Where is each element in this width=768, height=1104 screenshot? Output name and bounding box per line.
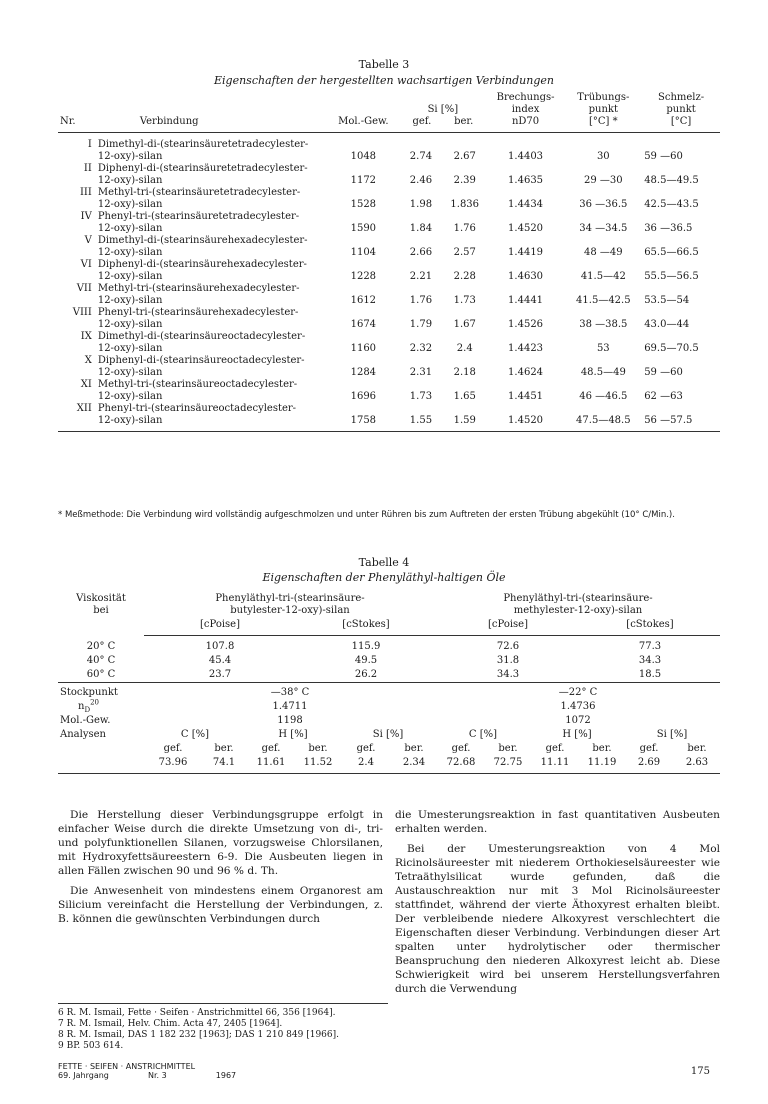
si-found: 1.84 (409, 223, 433, 234)
compound-number: II (83, 163, 92, 174)
analysis-subheader-row: gef. ber. gef. ber. gef. ber. gef. ber. gef. ber. gef. ber. (163, 743, 707, 754)
compound-number: VII (76, 283, 92, 294)
compound-number: IV (80, 211, 92, 222)
viscosity-label: Viskosität bei (76, 593, 126, 616)
table-row-continuation (58, 247, 720, 259)
empty-cell (399, 283, 443, 295)
empty-cell (399, 379, 443, 391)
si-calc: 1.59 (443, 415, 487, 432)
cloud-point: 47.5—48.5 (564, 415, 642, 432)
empty-cell (642, 133, 720, 152)
empty-cell (399, 187, 443, 199)
table-row (58, 211, 720, 223)
refractive-index: 1.4441 (508, 295, 544, 306)
melting-point: 55.5—56.5 (644, 271, 699, 282)
empty-cell (443, 235, 487, 247)
empty-cell (642, 331, 720, 343)
mol-weight: 1228 (350, 271, 377, 282)
empty-cell (399, 403, 443, 415)
empty-cell (328, 187, 399, 199)
mol-weight: 1048 (350, 151, 377, 162)
empty-cell (399, 211, 443, 223)
compound-number: IX (80, 331, 92, 342)
empty-cell (487, 355, 565, 367)
empty-cell (58, 175, 96, 187)
empty-cell (564, 307, 642, 319)
table3-subtitle: Eigenschaften der hergestellten wachsartigen Verbindungen (214, 74, 554, 87)
table-row-continuation (58, 295, 720, 307)
table3-footnote: * Meßmethode: Die Verbindung wird vollständig aufgeschmolzen und unter Rühren bis zum Auftreten der ersten Trübung abgekühlt (10° C/Min.). (58, 510, 675, 520)
header-compound: Verbindung (96, 92, 328, 133)
si-calc: 2.39 (453, 175, 476, 186)
si-calc: 2.67 (453, 151, 476, 162)
si-calc: 2.18 (453, 367, 476, 378)
empty-cell (487, 307, 565, 319)
compound-name: Methyl-tri-(stearinsäuretetradecylester- (97, 187, 301, 198)
mol-weight: 1590 (350, 223, 377, 234)
cloud-point: 48.5—49 (580, 367, 626, 378)
refractive-index: 1.4403 (508, 151, 544, 162)
empty-cell (58, 199, 96, 211)
empty-cell (564, 187, 642, 199)
si-found: 1.55 (399, 415, 443, 432)
footnotes (58, 1003, 388, 1052)
refractive-index: 1.4520 (487, 415, 565, 432)
table3 (58, 92, 720, 432)
empty-cell (642, 379, 720, 391)
melting-point: 43.0—44 (644, 319, 690, 330)
refractive-index: 1.4630 (508, 271, 544, 282)
si-found: 1.73 (409, 391, 433, 402)
si-calc: 1.73 (453, 295, 476, 306)
mol-weight: 1758 (328, 415, 399, 432)
table-row (58, 283, 720, 295)
table3-caption: Tabelle 3 (358, 58, 410, 71)
empty-cell (399, 307, 443, 319)
empty-cell (564, 283, 642, 295)
compound-name: Diphenyl-di-(stearinsäuretetradecylester- (97, 163, 308, 174)
empty-cell (58, 319, 96, 331)
paragraph: Die Herstellung dieser Verbindungsgruppe erfolgt in einfacher Weise durch die direkte Umsetzung von di-, tri- und polyfunktionellen Silanen, vorzugsweise Chlorsilanen, mit Hydroxyfettsäureestern 6-9. Die Ausbeuten liegen in allen Fällen zwischen 90 und 96 % d. Th. (58, 809, 383, 877)
table-row (58, 163, 720, 175)
refractive-index: 1.4526 (508, 319, 544, 330)
mol-weight: 1528 (350, 199, 377, 210)
compound-number: III (79, 187, 92, 198)
cloud-point: 41.5—42.5 (576, 295, 631, 306)
melting-point: 48.5—49.5 (644, 175, 699, 186)
empty-cell (399, 331, 443, 343)
empty-cell (443, 307, 487, 319)
empty-cell (564, 355, 642, 367)
table-row-continuation (58, 391, 720, 403)
empty-cell (443, 133, 487, 152)
compound-b-name: Phenyläthyl-tri-(stearinsäure- methylester-12-oxy)-silan (503, 593, 653, 616)
empty-cell (487, 379, 565, 391)
body-right-column (395, 808, 720, 1002)
compound-name: Methyl-tri-(stearinsäurehexadecylester- (97, 283, 300, 294)
cloud-point: 36 —36.5 (579, 199, 628, 210)
compound-name: Phenyl-tri-(stearinsäurehexadecylester- (97, 307, 299, 318)
empty-cell (58, 391, 96, 403)
empty-cell (328, 403, 399, 415)
empty-cell (443, 355, 487, 367)
footnote-item: 9 BP. 503 614. (58, 1041, 124, 1051)
table4-caption: Tabelle 4 (358, 556, 410, 569)
compound-name: Diphenyl-di-(stearinsäurehexadecylester- (97, 259, 307, 270)
table-row-continuation (58, 199, 720, 211)
table-row-continuation (58, 367, 720, 379)
header-melting-point: Schmelz- punkt [°C] (642, 92, 720, 133)
melting-point: 62 —63 (644, 391, 683, 402)
compound-number: VIII (72, 307, 92, 318)
empty-cell (642, 163, 720, 175)
refractive-index: 1.4423 (508, 343, 544, 354)
compound-name-cont: 12-oxy)-silan (97, 199, 163, 210)
cloud-point: 41.5—42 (580, 271, 626, 282)
header-si-calc: ber. (454, 116, 474, 127)
table-row (58, 331, 720, 343)
empty-cell (642, 403, 720, 415)
empty-cell (58, 271, 96, 283)
si-calc: 1.67 (453, 319, 476, 330)
refractive-index: 1.4434 (508, 199, 544, 210)
empty-cell (328, 211, 399, 223)
refractive-index: 1.4451 (508, 391, 544, 402)
cloud-point: 29 —30 (583, 175, 623, 186)
paragraph: Bei der Umesterungsreaktion von 4 Mol Ricinolsäureester mit niederem Orthokieselsäureester wie Tetraäthylsilicat wurde gefunden, daß die Austauschreaktion nur mit 3 Mol Ricinolsäureester stattfindet, während der vierte Äthoxyrest erhalten bleibt. Der verbleibende niedere Alkoxyrest verschlechtert die Eigenschaften dieser Verbindung. Verbindungen dieser Art spalten unter hydrolytischer oder thermischer Beanspruchung den niederen Alkoxyrest leicht ab. Diese Schwierigkeit wird bei unserem Herstellungsverfahren durch die Verwendung (395, 843, 720, 995)
empty-cell (399, 355, 443, 367)
melting-point: 65.5—66.5 (644, 247, 699, 258)
empty-cell (328, 259, 399, 271)
table-row-continuation (58, 343, 720, 355)
compound-name: Phenyl-tri-(stearinsäureoctadecylester- (97, 403, 297, 414)
empty-cell (564, 235, 642, 247)
mol-weight: 1160 (350, 343, 377, 354)
empty-cell (328, 283, 399, 295)
empty-cell (399, 235, 443, 247)
empty-cell (443, 379, 487, 391)
empty-cell (399, 133, 443, 152)
analysis-header-row: Analysen C [%] H [%] Si [%] C [%] H [%] Si [%] (60, 729, 688, 740)
journal-volume: 69. Jahrgang (58, 1071, 109, 1080)
table-row (58, 307, 720, 319)
empty-cell (642, 187, 720, 199)
empty-cell (564, 133, 642, 152)
empty-cell (487, 331, 565, 343)
compound-a-name: Phenyläthyl-tri-(stearinsäure- butylester-12-oxy)-silan (215, 593, 365, 616)
empty-cell (487, 259, 565, 271)
empty-cell (328, 331, 399, 343)
refractive-index: 1.4520 (508, 223, 544, 234)
empty-cell (642, 355, 720, 367)
empty-cell (487, 187, 565, 199)
empty-cell (328, 163, 399, 175)
table-row (58, 235, 720, 247)
compound-name-cont: 12-oxy)-silan (97, 247, 163, 258)
si-calc: 2.4 (456, 343, 473, 354)
table-row-continuation (58, 175, 720, 187)
empty-cell (564, 163, 642, 175)
empty-cell (328, 379, 399, 391)
table-row-continuation (58, 319, 720, 331)
melting-point: 59 —60 (644, 367, 683, 378)
table-row-continuation (58, 415, 720, 432)
empty-cell (642, 307, 720, 319)
compound-name: Phenyl-tri-(stearinsäuretetradecylester- (97, 211, 300, 222)
table4 (58, 592, 720, 774)
empty-cell (443, 163, 487, 175)
journal-name: FETTE · SEIFEN · ANSTRICHMITTEL (58, 1062, 196, 1071)
melting-point: 59 —60 (644, 151, 683, 162)
header-nr: Nr. (58, 92, 96, 133)
compound-name-cont: 12-oxy)-silan (97, 343, 163, 354)
empty-cell (564, 331, 642, 343)
compound-number: XI (80, 379, 92, 390)
si-calc: 1.836 (450, 199, 480, 210)
compound-number: I (87, 139, 92, 150)
cloud-point: 30 (596, 151, 610, 162)
compound-name-cont: 12-oxy)-silan (97, 367, 163, 378)
header-si-found: gef. (412, 116, 432, 127)
empty-cell (487, 235, 565, 247)
empty-cell (443, 187, 487, 199)
si-found: 1.98 (409, 199, 433, 210)
empty-cell (443, 211, 487, 223)
table-row (58, 355, 720, 367)
header-refractive-index: Brechungs- index nD70 (487, 92, 565, 133)
header-cloud-point: Trübungs- punkt [°C] * (564, 92, 642, 133)
empty-cell (487, 211, 565, 223)
compound-name: Diphenyl-di-(stearinsäureoctadecylester- (97, 355, 305, 366)
table-row-continuation (58, 223, 720, 235)
empty-cell (58, 295, 96, 307)
empty-cell (487, 133, 565, 152)
cloud-point: 34 —34.5 (579, 223, 628, 234)
body-left-column (58, 808, 383, 932)
si-found: 2.66 (409, 247, 433, 258)
cloud-point: 48 —49 (583, 247, 623, 258)
table-row (58, 403, 720, 415)
pour-point-row: Stockpunkt —38° C —22° C (58, 683, 720, 701)
melting-point: 53.5—54 (644, 295, 690, 306)
empty-cell (487, 283, 565, 295)
cloud-point: 46 —46.5 (579, 391, 628, 402)
compound-name-cont: 12-oxy)-silan (97, 295, 163, 306)
empty-cell (487, 163, 565, 175)
compound-name-cont: 12-oxy)-silan (96, 415, 328, 432)
empty-cell (58, 415, 96, 432)
empty-cell (328, 307, 399, 319)
compound-name-cont: 12-oxy)-silan (97, 319, 163, 330)
compound-name-cont: 12-oxy)-silan (97, 271, 163, 282)
melting-point: 56 —57.5 (642, 415, 720, 432)
si-calc: 2.28 (453, 271, 476, 282)
mol-weight: 1104 (350, 247, 377, 258)
empty-cell (399, 163, 443, 175)
footnote-item: 6 R. M. Ismail, Fette · Seifen · Anstrichmittel 66, 356 [1964]. (58, 1008, 336, 1018)
compound-name-cont: 12-oxy)-silan (97, 151, 163, 162)
compound-name: Methyl-tri-(stearinsäureoctadecylester- (97, 379, 298, 390)
empty-cell (58, 151, 96, 163)
unit-a-cpoise: [cPoise] (144, 618, 296, 636)
cloud-point: 38 —38.5 (579, 319, 628, 330)
si-found: 2.21 (409, 271, 433, 282)
mol-weight: 1284 (350, 367, 377, 378)
table4-subtitle: Eigenschaften der Phenyläthyl-haltigen Öle (262, 571, 506, 584)
si-calc: 1.76 (453, 223, 476, 234)
unit-b-cpoise: [cPoise] (436, 618, 580, 636)
unit-a-cstokes: [cStokes] (296, 618, 436, 636)
empty-cell (58, 367, 96, 379)
compound-number: VI (80, 259, 92, 270)
footnote-item: 7 R. M. Ismail, Helv. Chim. Acta 47, 2405 [1964]. (58, 1019, 283, 1029)
empty-cell (58, 223, 96, 235)
mw-row: Mol.-Gew. 1198 1072 (60, 715, 591, 726)
compound-number: XII (76, 403, 92, 414)
table-row (58, 133, 720, 152)
si-found: 2.74 (409, 151, 433, 162)
paragraph: die Umesterungsreaktion in fast quantitativen Ausbeuten erhalten werden. (395, 809, 720, 835)
empty-cell (564, 379, 642, 391)
table-row (58, 259, 720, 271)
si-found: 2.46 (409, 175, 433, 186)
empty-cell (328, 235, 399, 247)
refractive-index: 1.4635 (508, 175, 544, 186)
compound-name: Dimethyl-di-(stearinsäureoctadecylester- (97, 331, 306, 342)
melting-point: 42.5—43.5 (644, 199, 699, 210)
journal-footer (58, 1062, 236, 1080)
empty-cell (443, 283, 487, 295)
compound-name-cont: 12-oxy)-silan (97, 391, 163, 402)
table-row: 60° C 23.7 26.2 34.3 18.5 (86, 669, 662, 680)
si-found: 1.79 (409, 319, 433, 330)
compound-name-cont: 12-oxy)-silan (97, 223, 163, 234)
mol-weight: 1612 (350, 295, 377, 306)
empty-cell (642, 235, 720, 247)
empty-cell (642, 283, 720, 295)
empty-cell (399, 259, 443, 271)
si-found: 2.32 (409, 343, 433, 354)
journal-issue: Nr. 3 (147, 1071, 167, 1080)
empty-cell (443, 331, 487, 343)
refractive-index-row: $n_D^{20}$ 1.4711 1.4736 (78, 698, 596, 714)
paragraph: Die Anwesenheit von mindestens einem Organorest am Silicium vereinfacht die Herstellung der Verbindungen, z. B. können die gewünschten Verbindungen durch (58, 885, 383, 925)
melting-point: 36 —36.5 (644, 223, 693, 234)
cloud-point: 53 (596, 343, 610, 354)
mol-weight: 1674 (350, 319, 377, 330)
empty-cell (328, 133, 399, 152)
empty-cell (328, 355, 399, 367)
analysis-values-row: 73.96 74.1 11.61 11.52 2.4 2.34 72.68 72.75 11.11 11.19 2.69 2.63 (58, 756, 720, 774)
header-mw: Mol.-Gew. (328, 92, 399, 133)
unit-b-cstokes: [cStokes] (580, 618, 720, 636)
mol-weight: 1696 (350, 391, 377, 402)
empty-cell (58, 247, 96, 259)
empty-cell (58, 343, 96, 355)
table-row-continuation (58, 151, 720, 163)
journal-year: 1967 (215, 1071, 237, 1080)
table-row: 20° C 107.8 115.9 72.6 77.3 (86, 641, 662, 652)
page-number: 175 (690, 1066, 710, 1077)
table-row-continuation (58, 271, 720, 283)
compound-name-cont: 12-oxy)-silan (97, 175, 163, 186)
footnote-item: 8 R. M. Ismail, DAS 1 182 232 [1963]; DAS 1 210 849 [1966]. (58, 1030, 339, 1040)
empty-cell (564, 211, 642, 223)
table-row: 40° C 45.4 49.5 31.8 34.3 (86, 655, 662, 666)
compound-number: X (84, 355, 92, 366)
refractive-index: 1.4624 (508, 367, 544, 378)
si-calc: 1.65 (453, 391, 476, 402)
table-row (58, 379, 720, 391)
compound-name: Dimethyl-di-(stearinsäurehexadecylester- (97, 235, 308, 246)
melting-point: 69.5—70.5 (644, 343, 699, 354)
si-calc: 2.57 (453, 247, 476, 258)
si-found: 2.31 (409, 367, 433, 378)
empty-cell (564, 259, 642, 271)
empty-cell (487, 403, 565, 415)
compound-name: Dimethyl-di-(stearinsäuretetradecylester- (97, 139, 309, 150)
compound-number: V (84, 235, 92, 246)
refractive-index: 1.4419 (508, 247, 544, 258)
empty-cell (642, 211, 720, 223)
empty-cell (443, 403, 487, 415)
mol-weight: 1172 (350, 175, 377, 186)
si-found: 1.76 (409, 295, 433, 306)
empty-cell (642, 259, 720, 271)
empty-cell (443, 259, 487, 271)
table-row (58, 187, 720, 199)
empty-cell (564, 403, 642, 415)
header-si: Si [%] gef. ber. (399, 92, 487, 133)
